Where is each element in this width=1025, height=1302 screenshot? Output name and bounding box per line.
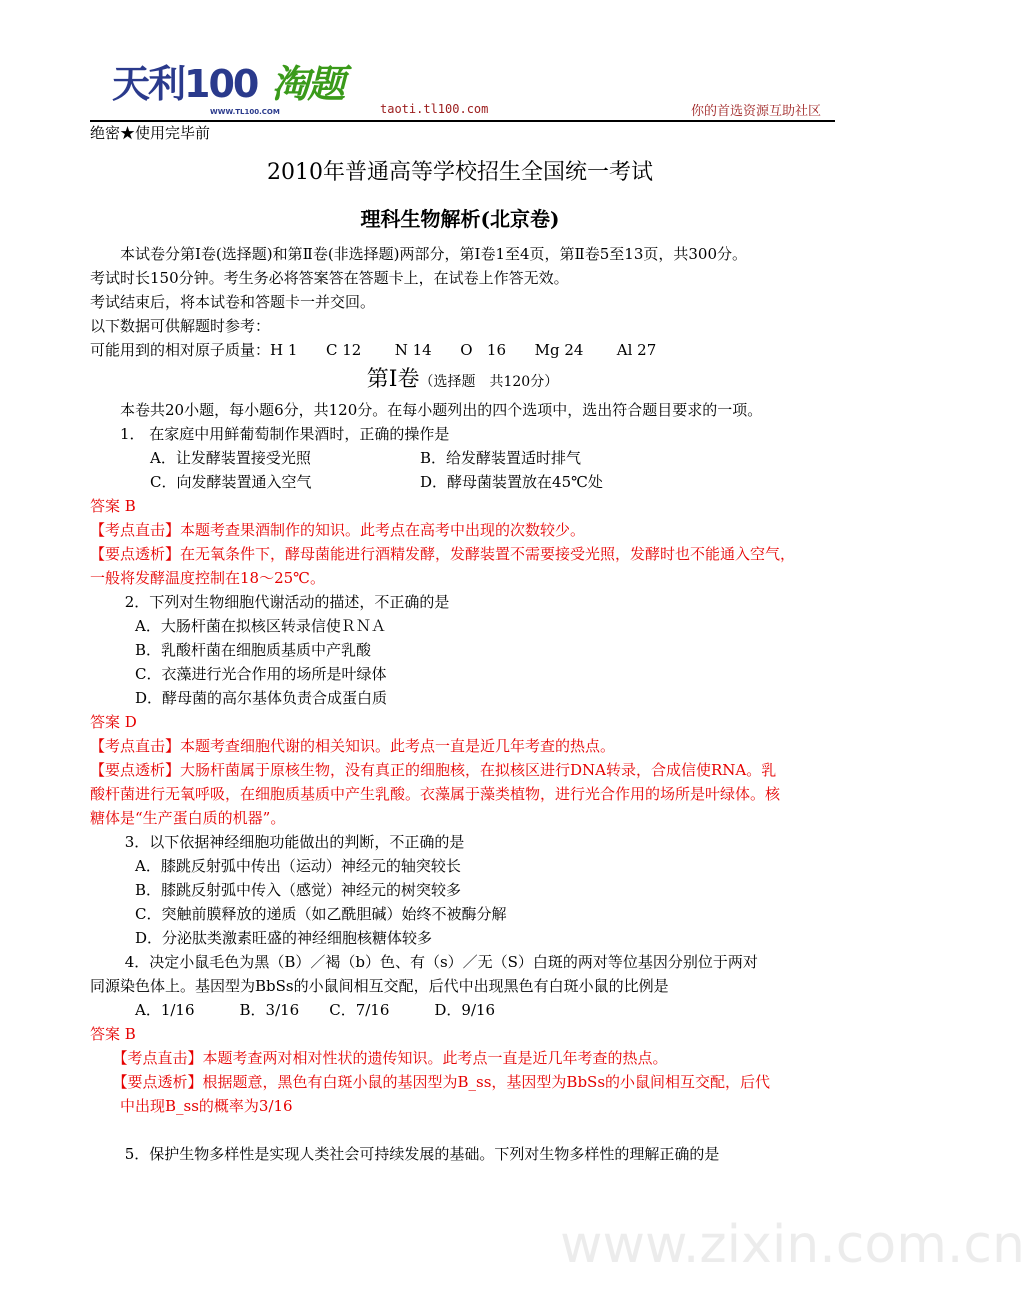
line-text: C．衣藻进行光合作用的场所是叶绿体 [90, 665, 387, 683]
line-text: 可能用到的相对原子质量：H 1 C 12 N 14 O 16 Mg 24 Al 27 [90, 341, 657, 359]
text-line [90, 1022, 835, 1046]
line-text-option: D．酵母菌装置放在45℃处 [420, 473, 603, 491]
text-line [90, 902, 835, 926]
text-line [90, 470, 835, 494]
section-note: （选择题 共120分） [419, 374, 559, 390]
line-text: A．1/16 B．3/16 C．7/16 D．9/16 [90, 1001, 496, 1019]
text-line [90, 1046, 835, 1070]
line-text: 【考点直击】本题考查果酒制作的知识。此考点在高考中出现的次数较少。 [90, 521, 586, 539]
header-slogan: 你的首选资源互助社区 [690, 104, 821, 119]
section-title: 第Ⅰ卷 [366, 367, 420, 392]
text-line [90, 734, 835, 758]
blank-line [90, 1118, 835, 1142]
text-line [90, 1142, 835, 1166]
logo-sub: 淘题 [271, 62, 344, 106]
text-line [90, 974, 835, 998]
text-line [90, 314, 835, 338]
text-line [90, 878, 835, 902]
text-line [90, 1094, 835, 1118]
line-text: 一般将发酵温度控制在18～25℃。 [90, 569, 325, 587]
line-text: A．让发酵装置接受光照 [90, 449, 311, 467]
watermark: www.zixin.com.cn [560, 1215, 1025, 1275]
line-text: 答案 B [90, 497, 136, 515]
text-line [90, 398, 835, 422]
text-line [90, 542, 835, 566]
line-text: B．乳酸杆菌在细胞质基质中产乳酸 [90, 641, 372, 659]
line-text: 答案 D [90, 713, 137, 731]
text-line [90, 266, 835, 290]
line-text: 1． 在家庭中用鲜葡萄制作果酒时，正确的操作是 [90, 425, 450, 443]
line-text: 糖体是“生产蛋白质的机器”。 [90, 809, 286, 827]
exam-subtitle: 理科生物解析(北京卷) [360, 207, 560, 231]
text-line [90, 950, 835, 974]
exam-title: 2010年普通高等学校招生全国统一考试 [267, 160, 653, 185]
text-line [90, 998, 835, 1022]
text-line [90, 422, 835, 446]
secret-label: 绝密★使用完毕前 [90, 124, 211, 142]
line-text: 2．下列对生物细胞代谢活动的描述，不正确的是 [90, 593, 450, 611]
line-text: 答案 B [90, 1025, 136, 1043]
line-text: 酸杆菌进行无氧呼吸，在细胞质基质中产生乳酸。衣藻属于藻类植物，进行光合作用的场所是叶绿体。核 [90, 785, 781, 803]
text-line [90, 590, 835, 614]
line-text: 考试时长150分钟。考生务必将答案答在答题卡上，在试卷上作答无效。 [90, 269, 569, 287]
text-line [90, 710, 835, 734]
line-text: 【要点透析】在无氧条件下，酵母菌能进行酒精发酵，发酵装置不需要接受光照，发酵时也不能通入空气， [90, 545, 796, 563]
line-text: C．突触前膜释放的递质（如乙酰胆碱）始终不被酶分解 [90, 905, 507, 923]
text-line [90, 662, 835, 686]
document-body [90, 242, 835, 1166]
text-line [90, 686, 835, 710]
logo-main: 天利100 [112, 62, 258, 106]
section-heading [90, 362, 835, 398]
line-text: 5．保护生物多样性是实现人类社会可持续发展的基础。下列对生物多样性的理解正确的是 [90, 1145, 720, 1163]
text-line [90, 614, 835, 638]
line-text: 本试卷分第Ⅰ卷(选择题)和第Ⅱ卷(非选择题)两部分，第Ⅰ卷1至4页，第Ⅱ卷5至13页，共300分。 [90, 245, 748, 263]
text-line [90, 758, 835, 782]
line-text: 【要点透析】大肠杆菌属于原核生物，没有真正的细胞核，在拟核区进行DNA转录，合成信使RNA。乳 [90, 761, 777, 779]
line-text: C．向发酵装置通入空气 [90, 473, 312, 491]
line-text: 【要点透析】根据题意，黑色有白斑小鼠的基因型为B_ss，基因型为BbSs的小鼠间相互交配，后代 [90, 1073, 771, 1091]
line-text: 以下数据可供解题时参考： [90, 317, 271, 335]
tl100-logo [112, 64, 343, 120]
text-line [90, 638, 835, 662]
text-line [90, 494, 835, 518]
line-text: 【考点直击】本题考查两对相对性状的遗传知识。此考点一直是近几年考查的热点。 [90, 1049, 668, 1067]
text-line [90, 830, 835, 854]
line-text: D．分泌肽类激素旺盛的神经细胞核糖体较多 [90, 929, 433, 947]
site-link[interactable]: taoti.tl100.com [380, 102, 489, 116]
text-line [90, 242, 835, 266]
line-text: 4．决定小鼠毛色为黑（B）／褐（b）色、有（s）／无（S）白斑的两对等位基因分别位于两对 [90, 953, 758, 971]
text-line [90, 290, 835, 314]
line-text: 【考点直击】本题考查细胞代谢的相关知识。此考点一直是近几年考查的热点。 [90, 737, 616, 755]
logo-url: WWW.TL100.COM [210, 108, 280, 116]
line-text: A．大肠杆菌在拟核区转录信使ＲＮＡ [90, 617, 386, 635]
text-line [90, 782, 835, 806]
text-line [90, 338, 835, 362]
line-text: 3．以下依据神经细胞功能做出的判断，不正确的是 [90, 833, 465, 851]
line-text: 本卷共20小题，每小题6分，共120分。在每小题列出的四个选项中，选出符合题目要求的一项。 [90, 401, 763, 419]
text-line [90, 518, 835, 542]
text-line [90, 854, 835, 878]
line-text: 考试结束后，将本试卷和答题卡一并交回。 [90, 293, 376, 311]
text-line [90, 926, 835, 950]
line-text: D．酵母菌的高尔基体负责合成蛋白质 [90, 689, 388, 707]
page-header [90, 64, 835, 122]
line-text: 同源染色体上。基因型为BbSs的小鼠间相互交配，后代中出现黑色有白斑小鼠的比例是 [90, 977, 669, 995]
text-line [90, 806, 835, 830]
line-text: B．膝跳反射弧中传入（感觉）神经元的树突较多 [90, 881, 462, 899]
text-line [90, 1070, 835, 1094]
line-text: A．膝跳反射弧中传出（运动）神经元的轴突较长 [90, 857, 461, 875]
line-text: 中出现B_ss的概率为3/16 [90, 1097, 293, 1115]
text-line [90, 566, 835, 590]
line-text-option: B．给发酵装置适时排气 [420, 449, 582, 467]
text-line [90, 446, 835, 470]
